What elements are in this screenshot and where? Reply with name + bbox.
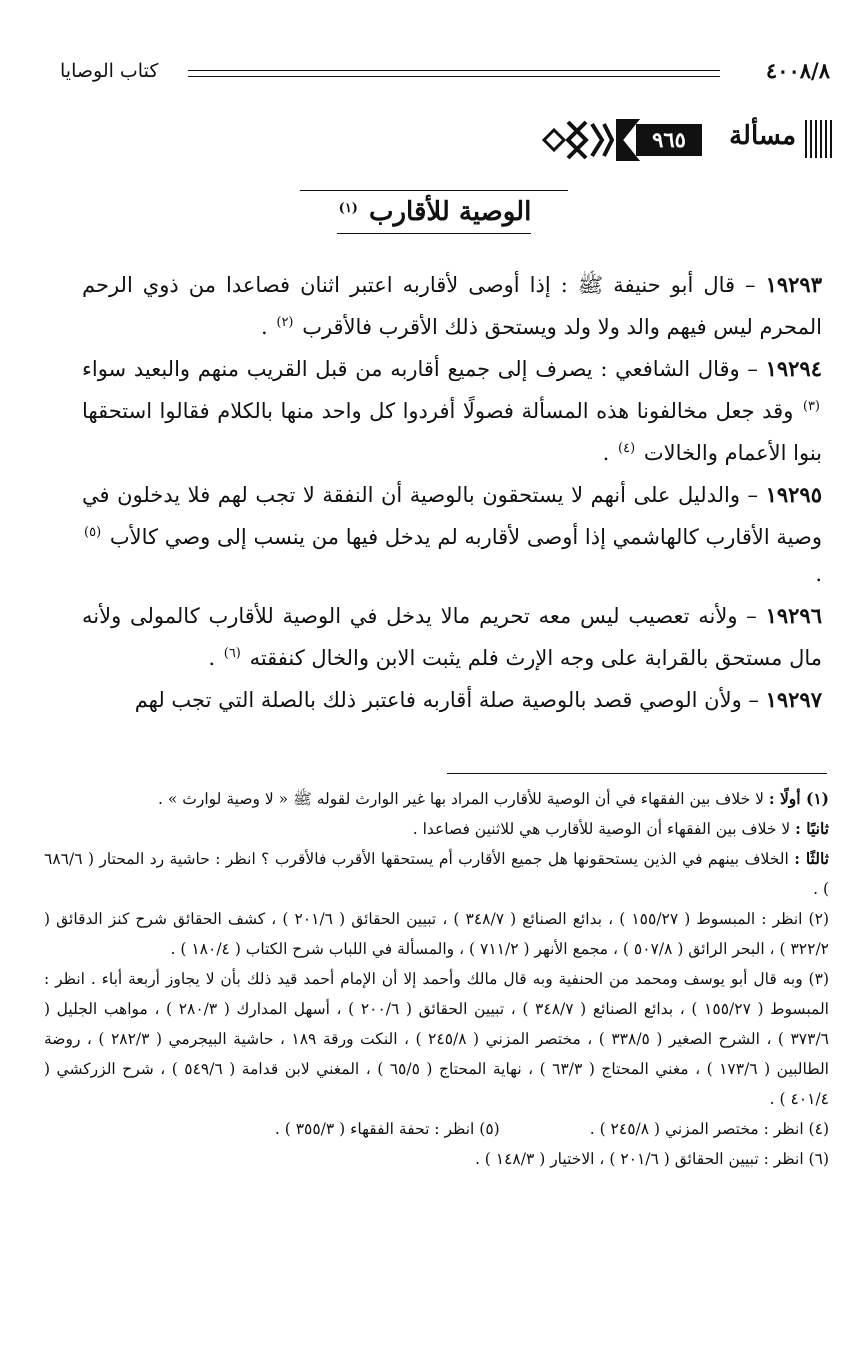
paragraph <box>82 350 822 472</box>
footnote: (٦) انظر : تبيين الحقائق ( ٢٠١/٦ ) ، الاختيار ( ١٤٨/٣ ) . <box>474 1150 829 1168</box>
paragraph-text: – ولأنه تعصيب ليس معه تحريم مالا يدخل في الوصية للأقارب كالمولى ولأنه مال مستحق بالقرابة على وجه الإرث فلم يثبت الابن والخال كنفقته <box>82 604 822 670</box>
footnote-row <box>44 1114 829 1144</box>
paragraph-tail: . <box>208 646 222 670</box>
paragraph-tail: . <box>261 315 275 339</box>
page-number: ٤٠٠٨/٨ <box>765 58 830 83</box>
paragraph-tail: . <box>815 562 822 586</box>
book-title: كتاب الوصايا <box>60 60 159 82</box>
footnote-ref: (٣) <box>802 399 820 414</box>
footnote-divider <box>447 773 827 774</box>
paragraph-tail: . <box>602 441 616 465</box>
paragraph <box>82 476 822 593</box>
paragraph-text: – والدليل على أنهم لا يستحقون بالوصية أن النفقة لا تجب لهم فلا يدخلون في وصية الأقارب كالهاشمي إذا أوصى لأقاربه لم يدخل فيها من ينسب إلى وصي كالأب <box>82 483 822 549</box>
footnote-text: لا خلاف بين الفقهاء أن الوصية للأقارب هي للاثنين فصاعدا . <box>412 820 796 838</box>
paragraph <box>82 597 822 677</box>
paragraph-number: ١٩٢٩٣ <box>765 272 822 297</box>
footnote-ref: (٦) <box>223 646 241 661</box>
section-title <box>300 190 568 241</box>
footnote-ref: (٢) <box>276 315 294 330</box>
banner-bars-decoration <box>804 120 832 158</box>
paragraph-text: – ولأن الوصي قصد بالوصية صلة أقاربه فاعتبر ذلك بالصلة التي تجب لهم <box>134 688 759 712</box>
footnote-ref: (٥) <box>84 525 102 540</box>
footnote-text: الخلاف بينهم في الذين يستحقونها هل جميع الأقارب أم يستحقها الأقرب فالأقرب ؟ انظر : حاشية رد المحتار ( ٦٨٦/٦ ) . <box>44 850 829 898</box>
header-rule <box>188 70 720 77</box>
section-title-text: الوصية للأقارب <box>369 197 532 227</box>
footnote-ref: (٤) <box>618 441 636 456</box>
paragraph-number: ١٩٢٩٦ <box>765 603 822 628</box>
footnote: (٣) وبه قال أبو يوسف ومحمد من الحنفية وبه قال مالك وأحمد إلا أن الإمام أحمد قيد ذلك بأن لا يجاوز أربعة أباء . انظر : المبسوط ( ١٥٥/٢٧ ) ، بدائع الصنائع ( ٣٤٨/٧ ) ، تبيين الحقائق ( ٢٠٠/٦ ) ، أسهل المدارك ( ٢٨٠/٣ ) ، مواهب الجليل ( ٣٧٣/٦ ) ، الشرح الصغير ( ٣٣٨/٥ ) ، مختصر المزني ( ٢٤٥/٨ ) ، النكت ورقة ١٨٩ ، حاشية البيجرمي ( ٢٨٢/٣ ) ، روضة الطالبين ( ١٧٣/٦ ) ، مغني المحتاج ( ٦٣/٣ ) ، نهاية المحتاج ( ٦٥/٥ ) ، المغني لابن قدامة ( ٥٤٩/٦ ) ، شرح الزركشي ( ٤٠١/٤ ) . <box>44 970 829 1108</box>
section-title-underline <box>337 197 532 234</box>
footnote-label: ثالثًا : <box>794 849 829 868</box>
paragraph <box>82 681 822 719</box>
running-header <box>60 58 830 88</box>
paragraph-number: ١٩٢٩٤ <box>765 356 822 381</box>
footnote-text: لا خلاف بين الفقهاء في أن الوصية للأقارب المراد بها غير الوارث لقوله ﷺ « لا وصية لوارث » . <box>158 790 769 808</box>
footnote: (٥) انظر : تحفة الفقهاء ( ٣٥٥/٣ ) . <box>274 1120 500 1138</box>
footnotes <box>44 784 829 1174</box>
paragraph-tail: وقد جعل مخالفونا هذه المسألة فصولًا أفردوا كل واحد منها بالكلام فقالوا استحقها بنوا الأعمام والخالات <box>82 399 822 465</box>
main-text <box>82 266 822 723</box>
masala-number: ٩٦٥ <box>636 124 702 156</box>
masala-banner <box>542 116 832 166</box>
paragraph-number: ١٩٢٩٧ <box>765 687 822 712</box>
footnote: (٢) انظر : المبسوط ( ١٥٥/٢٧ ) ، بدائع الصنائع ( ٣٤٨/٧ ) ، تبيين الحقائق ( ٢٠١/٦ ) ، كشف الحقائق شرح كنز الدقائق ( ٣٢٢/٢ ) ، البحر الرائق ( ٥٠٧/٨ ) ، مجمع الأنهر ( ٧١١/٢ ) ، والمسألة في اللباب شرح الكتاب ( ١٨٠/٤ ) . <box>44 910 829 958</box>
footnote-label: (١) أولًا : <box>768 789 829 808</box>
ornament-icon <box>542 116 642 164</box>
masala-label: مسألة <box>729 121 796 151</box>
paragraph-text: – قال أبو حنيفة ﷺ : إذا أوصى لأقاربه اعتبر اثنان فصاعدا من ذوي الرحم المحرم ليس فيهم والد ولا ولد ويستحق ذلك الأقرب فالأقرب <box>82 273 822 339</box>
footnote <box>44 844 829 904</box>
paragraph-text: – وقال الشافعي : يصرف إلى جميع أقاربه من قبل القريب منهم والبعيد سواء <box>82 357 758 381</box>
footnote <box>44 784 829 814</box>
footnote: (٤) انظر : مختصر المزني ( ٢٤٥/٨ ) . <box>589 1120 829 1138</box>
footnote <box>44 814 829 844</box>
footnote-ref: (١) <box>338 201 358 216</box>
paragraph-number: ١٩٢٩٥ <box>765 482 822 507</box>
footnote-label: ثانيًا : <box>795 819 829 838</box>
paragraph <box>82 266 822 346</box>
